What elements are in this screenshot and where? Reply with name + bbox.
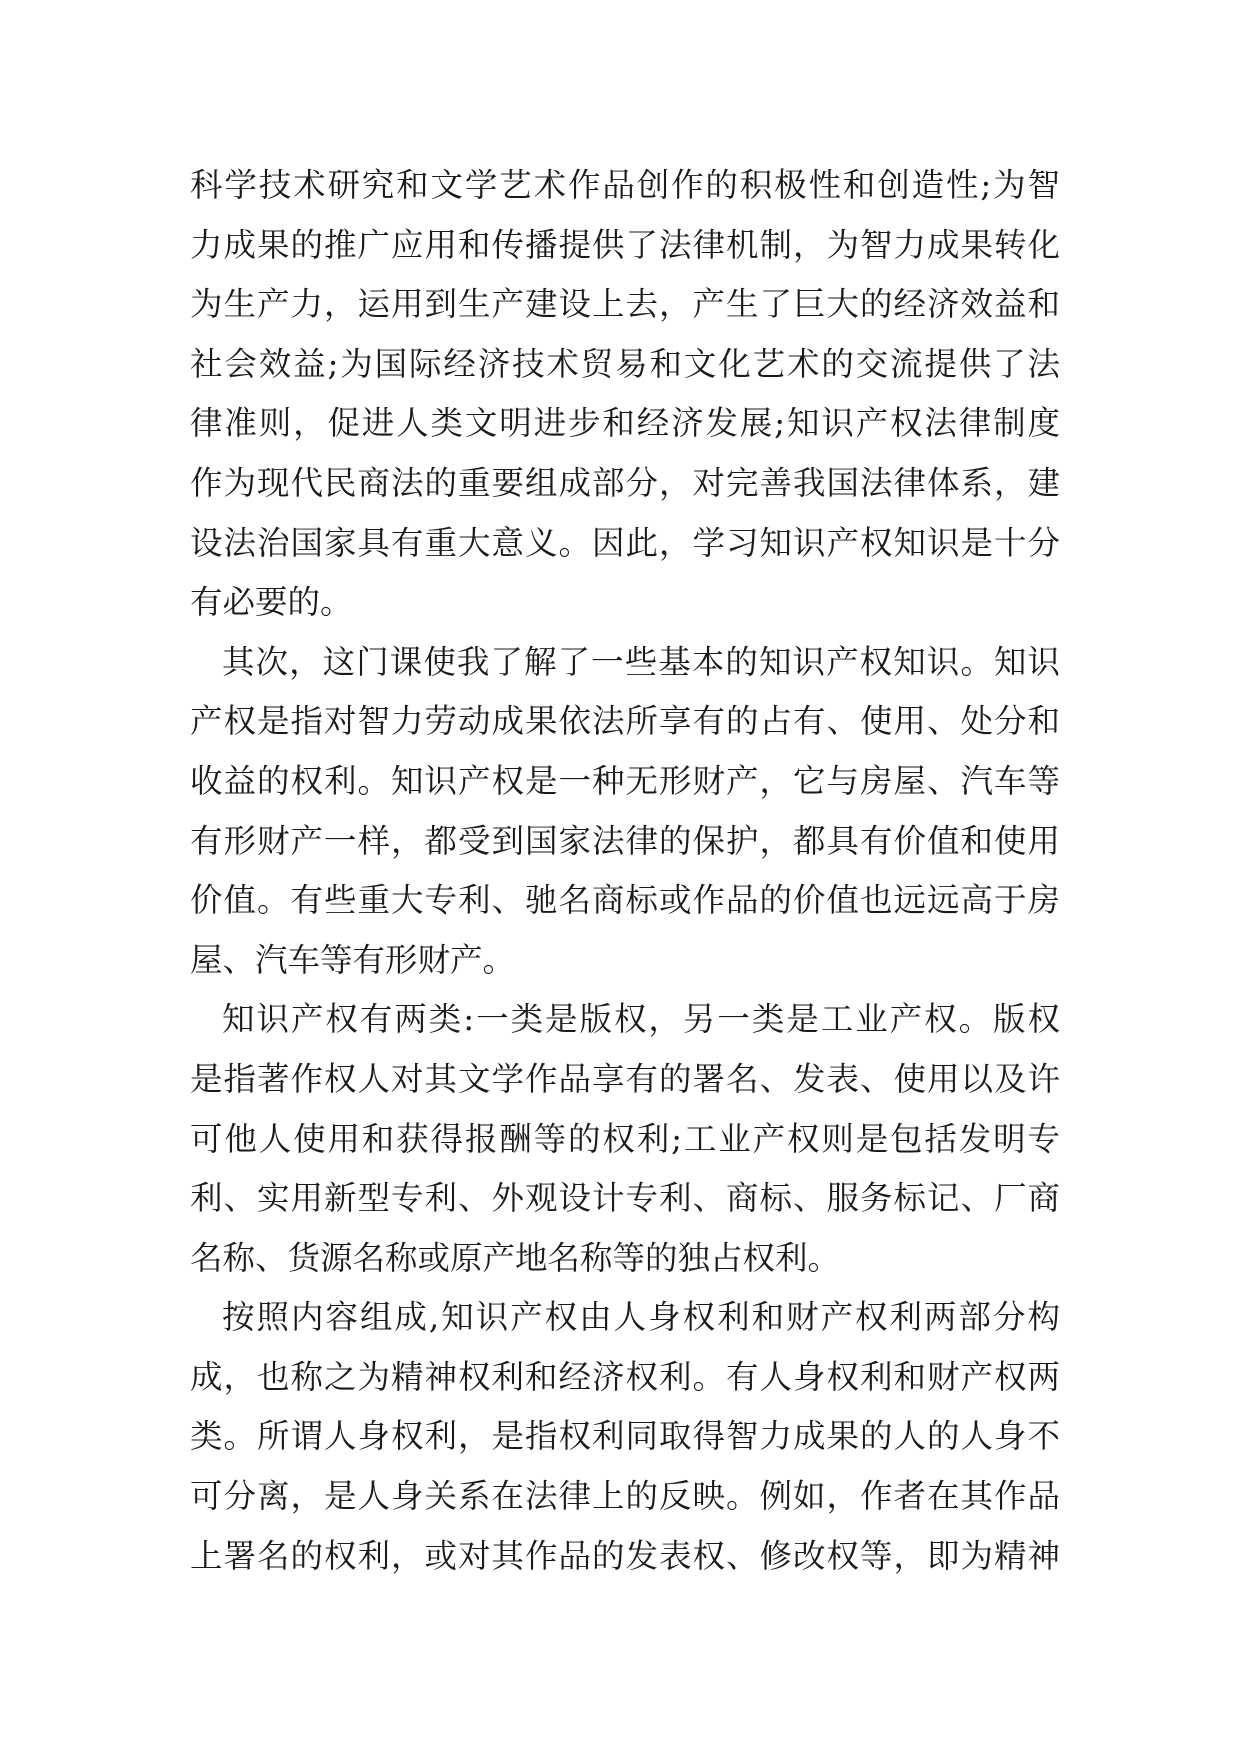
text-line: 律准则，促进人类文明进步和经济发展;知识产权法律制度 bbox=[190, 404, 1060, 443]
text-line: 按照内容组成,知识产权由人身权利和财产权利两部分构 bbox=[222, 1298, 1060, 1337]
text-line: 价值。有些重大专利、驰名商标或作品的价值也远远高于房 bbox=[190, 881, 1060, 920]
text-line: 科学技术研究和文学艺术作品创作的积极性和创造性;为智 bbox=[190, 166, 1060, 204]
text-line: 社会效益;为国际经济技术贸易和文化艺术的交流提供了法 bbox=[190, 344, 1060, 383]
text-line: 上署名的权利，或对其作品的发表权、修改权等，即为精神 bbox=[190, 1536, 1060, 1575]
text-line: 作为现代民商法的重要组成部分，对完善我国法律体系，建 bbox=[190, 463, 1060, 502]
text-line: 可他人使用和获得报酬等的权利;工业产权则是包括发明专 bbox=[190, 1119, 1060, 1158]
text-line: 有必要的。 bbox=[190, 583, 353, 622]
text-line: 收益的权利。知识产权是一种无形财产，它与房屋、汽车等 bbox=[190, 761, 1060, 800]
text-line: 类。所谓人身权利，是指权利同取得智力成果的人的人身不 bbox=[190, 1417, 1060, 1456]
text-line: 是指著作权人对其文学作品享有的署名、发表、使用以及许 bbox=[190, 1059, 1060, 1098]
body-text bbox=[190, 156, 1060, 1586]
text-line: 设法治国家具有重大意义。因此，学习知识产权知识是十分 bbox=[190, 523, 1060, 562]
text-line: 利、实用新型专利、外观设计专利、商标、服务标记、厂商 bbox=[190, 1179, 1060, 1218]
text-line: 产权是指对智力劳动成果依法所享有的占有、使用、处分和 bbox=[190, 702, 1060, 741]
text-line: 知识产权有两类:一类是版权，另一类是工业产权。版权 bbox=[222, 1000, 1060, 1039]
text-line: 成，也称之为精神权利和经济权利。有人身权利和财产权两 bbox=[190, 1357, 1060, 1396]
text-line: 名称、货源名称或原产地名称等的独占权利。 bbox=[190, 1238, 841, 1277]
text-line: 有形财产一样，都受到国家法律的保护，都具有价值和使用 bbox=[190, 821, 1060, 860]
paragraph-2 bbox=[190, 633, 1060, 991]
paragraph-3 bbox=[190, 990, 1060, 1288]
paragraph-1 bbox=[190, 156, 1060, 633]
text-line: 其次，这门课使我了解了一些基本的知识产权知识。知识 bbox=[222, 642, 1060, 681]
text-line: 为生产力，运用到生产建设上去，产生了巨大的经济效益和 bbox=[190, 285, 1060, 324]
paragraph-4 bbox=[190, 1288, 1060, 1586]
text-line: 可分离，是人身关系在法律上的反映。例如，作者在其作品 bbox=[190, 1477, 1060, 1516]
text-line: 屋、汽车等有形财产。 bbox=[190, 940, 516, 979]
text-line: 力成果的推广应用和传播提供了法律机制，为智力成果转化 bbox=[190, 225, 1060, 264]
